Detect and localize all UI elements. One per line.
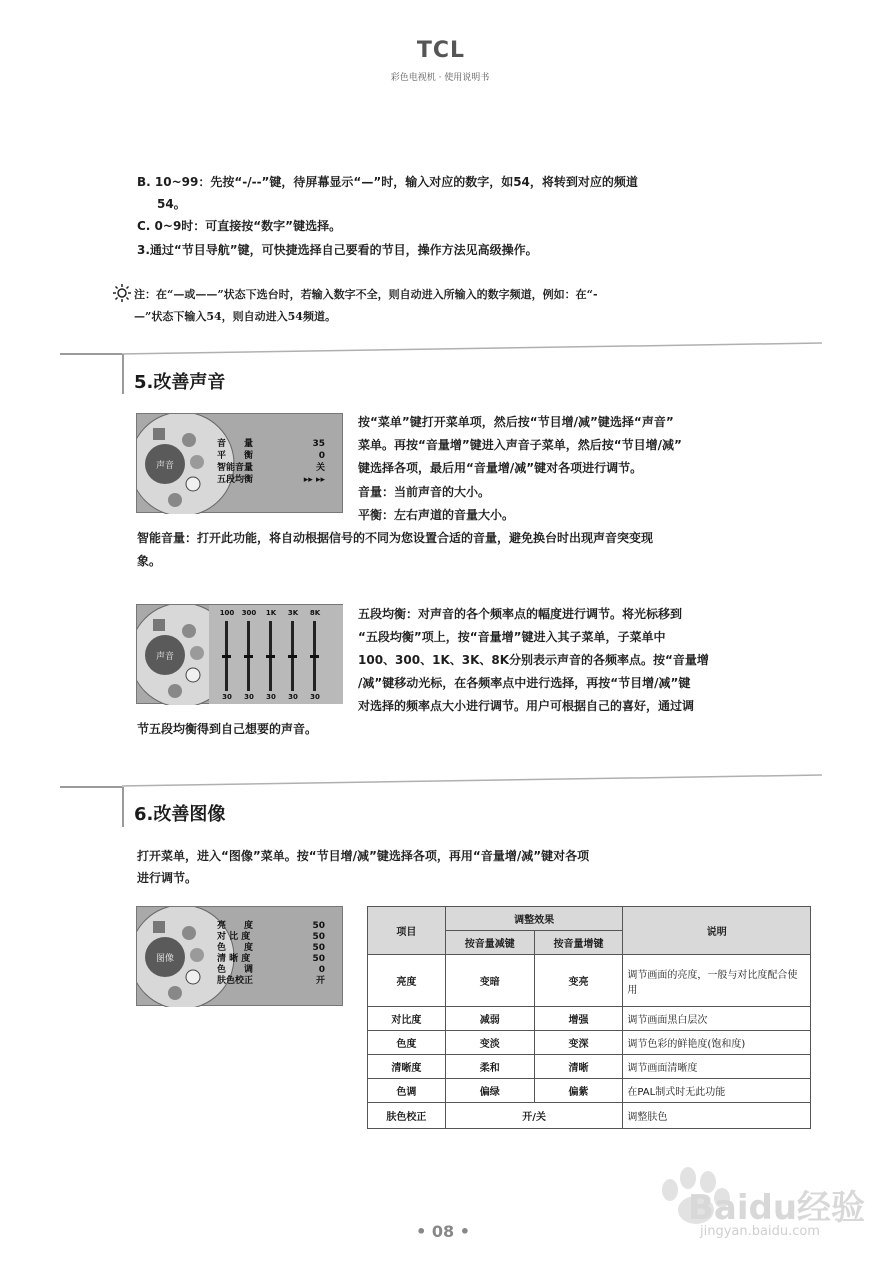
watermark-url: jingyan.baidu.com [700,1224,820,1239]
header-subtitle: 彩色电视机 · 使用说明书 [390,73,490,83]
note-line-2: —”状态下输入54，则自动进入54频道。 [134,310,336,323]
sound-text-4: 音量：当前声音的大小。 [358,485,491,499]
table-row: 亮度 变暗 变亮 调节画面的亮度，一般与对比度配合使用 [368,955,811,1007]
table-header-plus: 按音量增键 [534,931,623,955]
table-header-effect: 调整效果 [445,907,623,931]
table-row: 色调 偏绿 偏紫 在PAL制式时无此功能 [368,1079,811,1103]
eq-slider-knob [310,655,319,658]
picture-menu-list [217,921,325,987]
section-rule-right [122,772,827,788]
table-header-minus: 按音量减键 [445,931,534,955]
sound-text-5: 平衡：左右声道的音量大小。 [358,508,515,522]
sound-menu-label: 声音 [155,461,174,471]
table-row: 肤色校正 开/关 调整肤色 [368,1103,811,1129]
section-5-title: 5.改善声音 [134,372,226,393]
menu-row: 清 晰 度 50 [217,954,325,964]
eq-band-label: 8K [309,609,321,617]
eq-slider-knob [244,655,253,658]
table-header-item: 项目 [368,907,446,955]
equalizer-panel [209,605,343,704]
picture-menu-screenshot [136,906,343,1006]
lightbulb-icon [112,283,132,303]
section-rule-left [60,786,122,788]
image-text-2: 进行调节。 [137,871,198,885]
section-vbar [122,787,124,827]
menu-row: 平 衡 0 [217,451,325,461]
sound-menu-screenshot [136,413,343,513]
menu-row: 色 调 0 [217,965,325,975]
eq-band-value: 30 [244,693,254,701]
section-rule-left [60,353,122,355]
menu-row: 智能音量 关 [217,463,325,473]
intro-line-b1: B. 10~99：先按“-/--”键，待屏幕显示“—”时，输入对应的数字，如54，将转到对应的频道 [137,175,638,189]
note-line-1: 注：在“—或——”状态下选台时，若输入数字不全，则自动进入所输入的数字频道，例如：在“- [134,288,598,301]
picture-menu-label: 图像 [155,954,174,964]
eq-band-value: 30 [266,693,276,701]
eq-text-2: “五段均衡”项上，按“音量增”键进入其子菜单，子菜单中 [358,630,666,644]
eq-band-label: 3K [287,609,299,617]
section-rule-right [122,340,827,356]
eq-text-1: 五段均衡：对声音的各个频率点的幅度进行调节。将光标移到 [358,607,683,621]
intro-line-3: 3.通过“节目导航”键，可快捷选择自己要看的节目，操作方法见高级操作。 [137,243,538,257]
brand-logo: TCL [416,38,466,63]
menu-row: 肤色校正 开 [217,976,325,986]
watermark-brand: Baidu经验 [688,1188,866,1228]
menu-row: 音 量 35 [217,439,325,449]
equalizer-menu-screenshot [136,604,343,704]
table-row: 色度 变淡 变深 调节色彩的鲜艳度(饱和度) [368,1031,811,1055]
eq-slider-knob [222,655,231,658]
eq-band-value: 30 [288,693,298,701]
equalizer-menu-label: 声音 [155,652,174,662]
section-vbar [122,354,124,394]
eq-band-label: 100 [219,609,235,617]
sound-text-3: 键选择各项，最后用“音量增/减”键对各项进行调节。 [358,461,643,475]
eq-slider-knob [266,655,275,658]
image-text-1: 打开菜单，进入“图像”菜单。按“节目增/减”键选择各项，再用“音量增/减”键对各项 [137,849,590,863]
menu-row: 色 度 50 [217,943,325,953]
sound-text-6: 智能音量：打开此功能，将自动根据信号的不同为您设置合适的音量，避免换台时出现声音突变现 [137,531,654,545]
section-6-title: 6.改善图像 [134,804,226,825]
picture-settings-table [367,906,811,1129]
eq-band-value: 30 [222,693,232,701]
eq-band-label: 1K [265,609,277,617]
table-row: 清晰度 柔和 清晰 调节画面清晰度 [368,1055,811,1079]
sound-menu-list [217,438,325,486]
eq-text-4: /减”键移动光标，在各频率点中进行选择，再按“节目增/减”键 [358,676,691,690]
eq-slider-knob [288,655,297,658]
menu-row: 五段均衡 ▸▸ ▸▸ [217,475,325,485]
intro-line-b2: 54。 [157,197,186,211]
sound-text-2: 菜单。再按“音量增”键进入声音子菜单，然后按“节目增/减” [358,438,682,452]
table-row: 对比度 减弱 增强 调节画面黑白层次 [368,1007,811,1031]
menu-row: 亮 度 50 [217,921,325,931]
page-number: • 08 • [416,1222,470,1241]
intro-line-c: C. 0~9时：可直接按“数字”键选择。 [137,219,342,233]
eq-text-3: 100、300、1K、3K、8K分别表示声音的各频率点。按“音量增 [358,653,709,667]
sound-text-7: 象。 [137,554,162,568]
eq-band-value: 30 [310,693,320,701]
eq-text-5: 对选择的频率点大小进行调节。用户可根据自己的喜好，通过调 [358,699,695,713]
sound-text-1: 按“菜单”键打开菜单项，然后按“节目增/减”键选择“声音” [358,415,674,429]
menu-row: 对 比 度 50 [217,932,325,942]
table-header-desc: 说明 [623,907,811,955]
eq-band-label: 300 [241,609,257,617]
eq-text-6: 节五段均衡得到自己想要的声音。 [137,722,318,736]
